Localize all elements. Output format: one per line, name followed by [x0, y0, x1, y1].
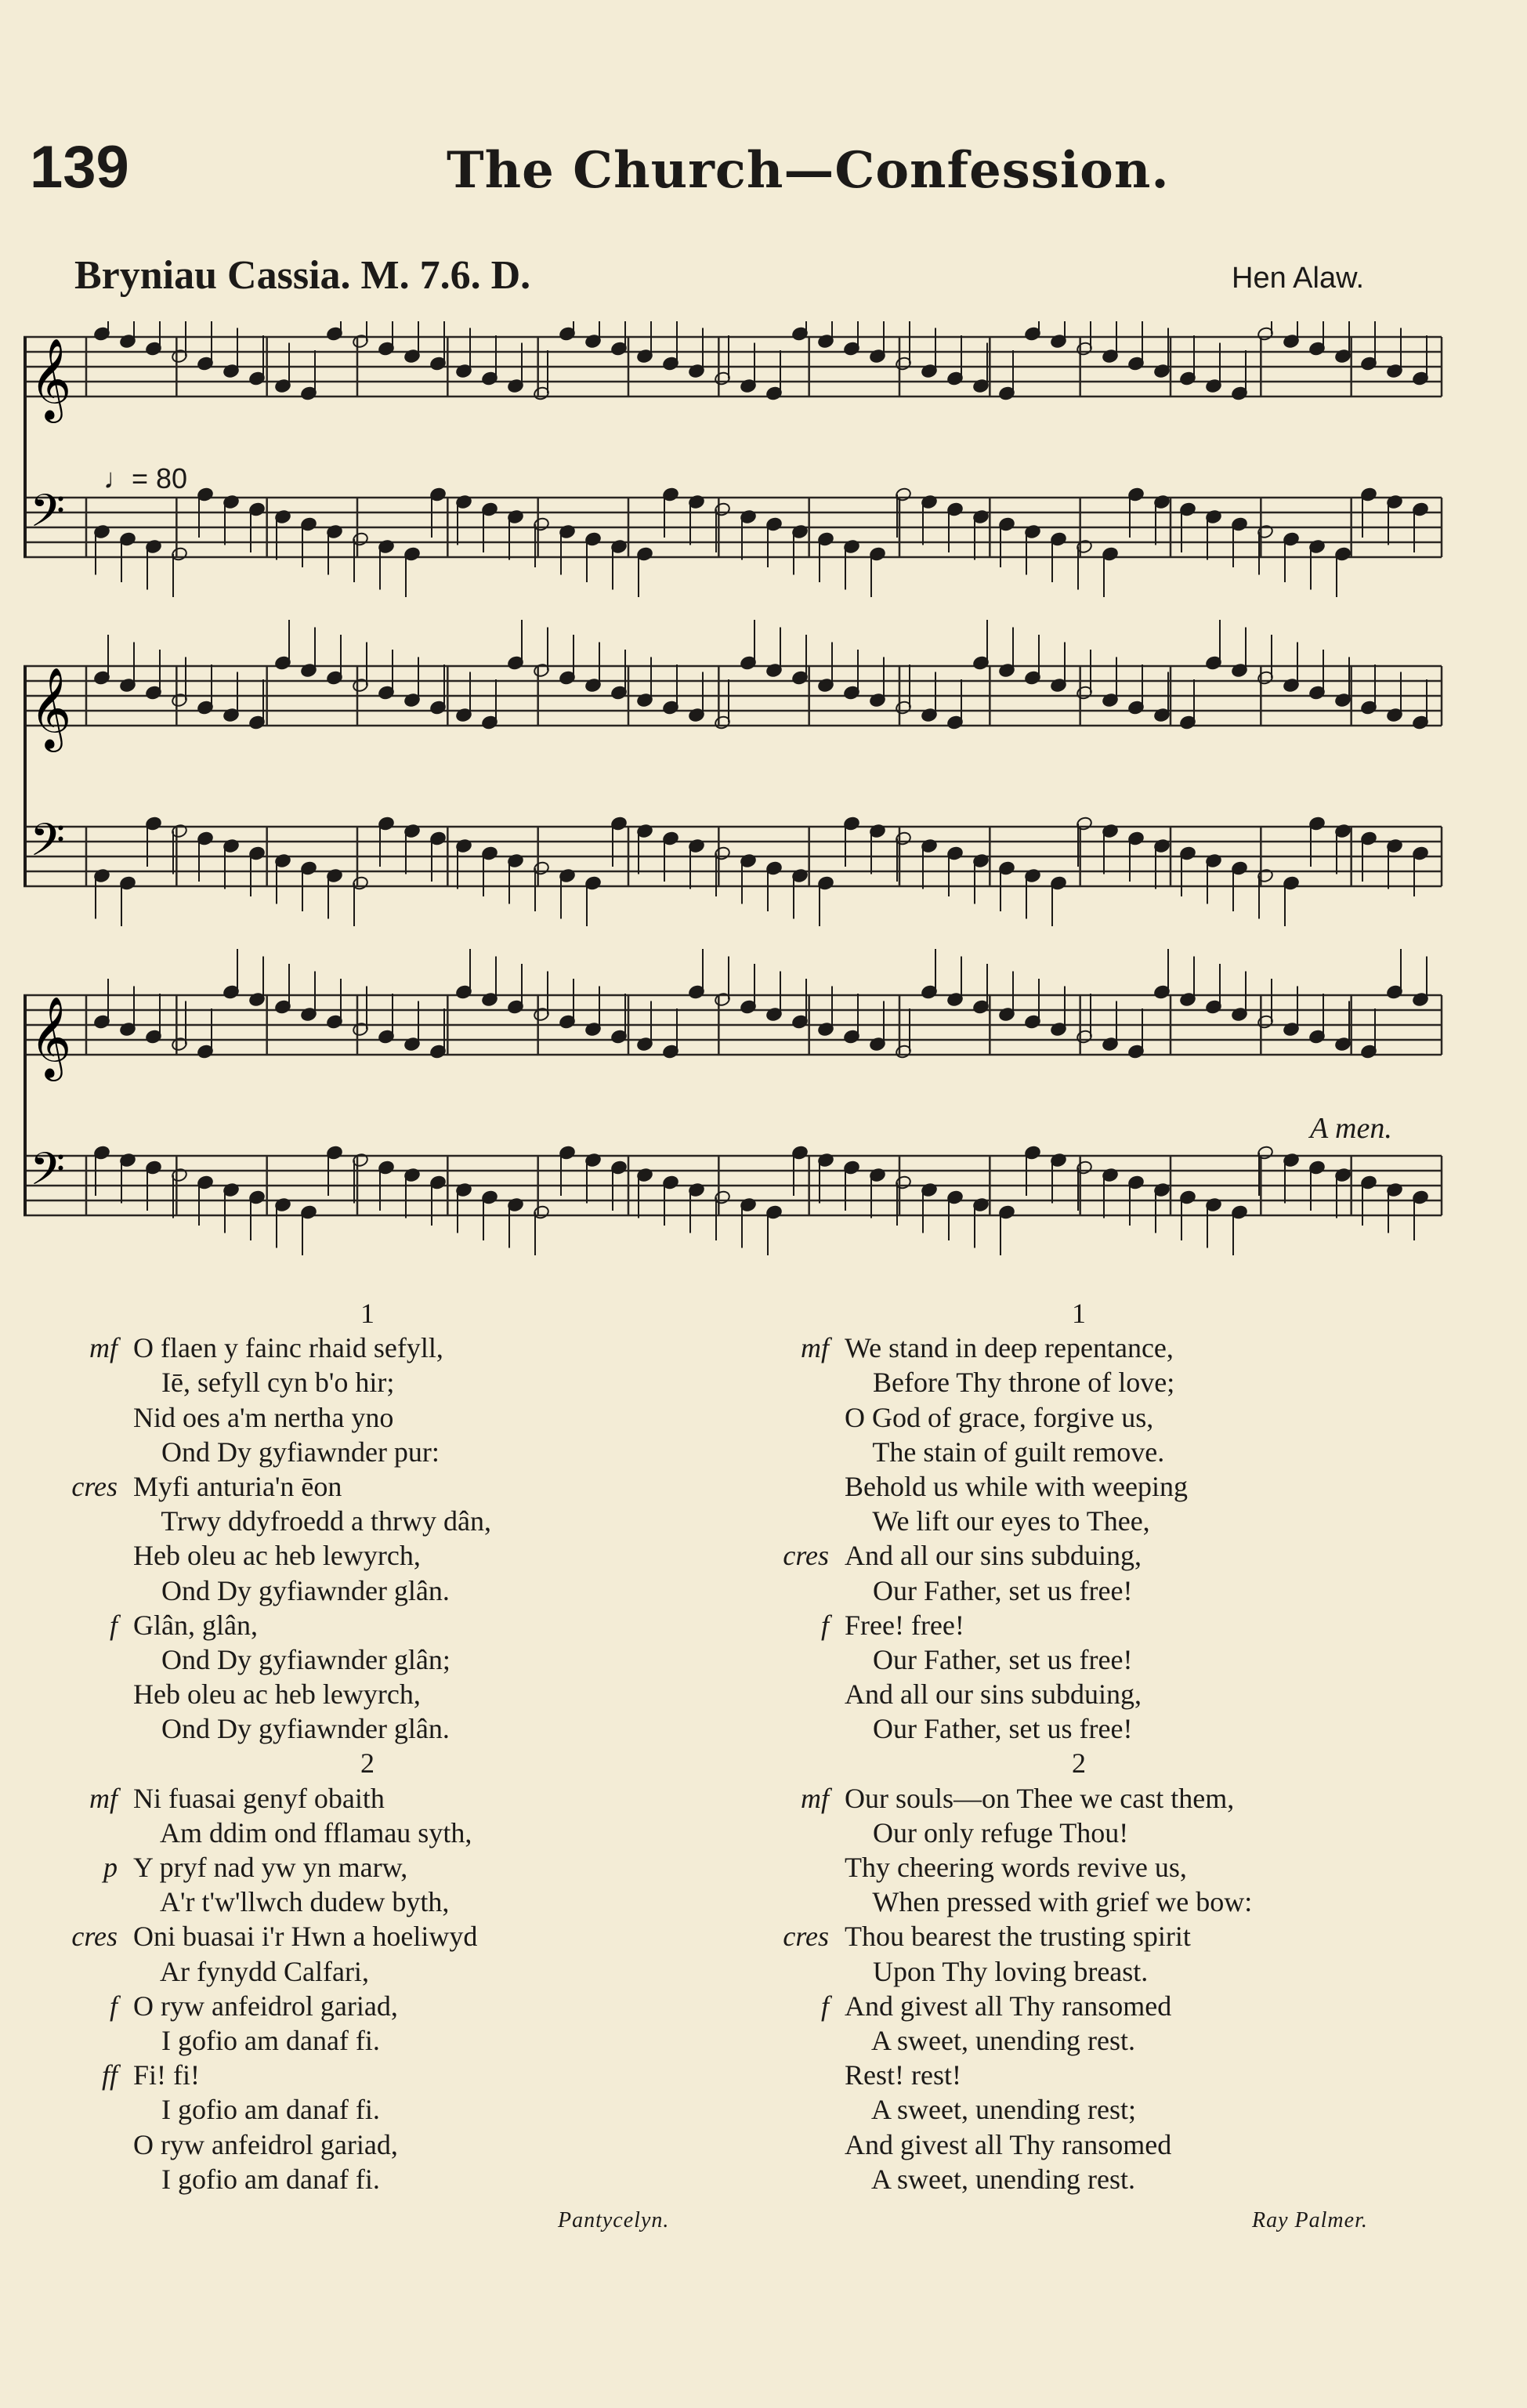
hymn-number: 139 [30, 134, 129, 201]
english-verse-line [845, 1816, 1424, 1850]
lyric-text: We lift our eyes to Thee, [845, 1505, 1150, 1537]
dynamic-marking: cres [71, 1921, 118, 1953]
bass-clef-icon: 𝄢 [30, 1142, 66, 1207]
welsh-author-credit: Pantycelyn. [558, 2208, 670, 2232]
welsh-verse-line [133, 2023, 682, 2058]
staff-system [24, 949, 1442, 1255]
english-verse-line [801, 1781, 1424, 1816]
english-verse-line [845, 1954, 1424, 1989]
welsh-verse-line [133, 1400, 682, 1435]
english-verses [783, 1296, 1424, 2196]
english-author-credit: Ray Palmer. [1252, 2208, 1368, 2232]
lyric-text: A sweet, unending rest; [845, 2094, 1136, 2126]
lyric-text: Nid oes a'm nertha yno [133, 1401, 394, 1433]
tune-source: Hen Alaw. [1232, 262, 1364, 295]
welsh-verse-line [103, 1850, 682, 1885]
lyric-text: Trwy ddyfroedd a thrwy dân, [133, 1505, 491, 1537]
english-verse-line [845, 1677, 1424, 1711]
lyric-text: Our Father, set us free! [845, 1643, 1133, 1675]
welsh-verse-line [133, 1573, 682, 1608]
english-verse-line [783, 1538, 1424, 1573]
tempo-marking: ♩= 80 [103, 462, 188, 494]
music-score [24, 321, 1449, 1301]
lyric-text: Thou bearest the trusting spirit [845, 1921, 1191, 1953]
lyric-text: Ond Dy gyfiawnder glân. [133, 1713, 450, 1745]
lyric-text: Upon Thy loving breast. [845, 1955, 1149, 1987]
lyric-text: Free! free! [845, 1609, 964, 1641]
dynamic-marking: cres [783, 1540, 829, 1572]
english-verse-line [845, 1850, 1424, 1885]
lyric-text: Behold us while with weeping [845, 1470, 1188, 1502]
english-verse-line [845, 2162, 1424, 2196]
treble-clef-icon: 𝄞 [30, 338, 72, 420]
dynamic-marking: p [103, 1852, 118, 1883]
lyric-text: I gofio am danaf fi. [133, 2024, 380, 2056]
lyric-text: O ryw anfeidrol gariad, [133, 1990, 398, 2022]
english-verse-line [845, 1435, 1424, 1469]
lyric-text: O ryw anfeidrol gariad, [133, 2128, 398, 2160]
welsh-verse-line [133, 1365, 682, 1400]
english-verse-line [783, 1919, 1424, 1954]
dynamic-marking: cres [71, 1470, 118, 1502]
lyric-text: Ond Dy gyfiawnder glân. [133, 1574, 450, 1606]
lyric-text: I gofio am danaf fi. [133, 2094, 380, 2126]
lyric-text: And givest all Thy ransomed [845, 1990, 1172, 2022]
welsh-verse-line [133, 1816, 682, 1850]
english-verse-line [845, 2092, 1424, 2127]
english-verse-line [801, 1331, 1424, 1365]
lyric-text: A sweet, unending rest. [845, 2024, 1135, 2056]
lyric-text: The stain of guilt remove. [845, 1436, 1165, 1468]
welsh-verse-line [133, 2162, 682, 2196]
welsh-verse-line [133, 2127, 682, 2162]
dynamic-marking: mf [801, 1332, 829, 1364]
dynamic-marking: f [820, 1609, 829, 1641]
lyric-text: When pressed with grief we bow: [845, 1886, 1253, 1918]
lyric-text: And all our sins subduing, [845, 1540, 1142, 1572]
welsh-verse-line [89, 1781, 682, 1816]
english-verse-line [845, 1365, 1424, 1400]
lyric-text: Our souls—on Thee we cast them, [845, 1782, 1235, 1814]
lyric-text: A'r t'w'llwch dudew byth, [133, 1886, 450, 1918]
english-verse-line [845, 1400, 1424, 1435]
welsh-verse-number: 2 [360, 1747, 375, 1780]
dynamic-marking: ff [101, 2059, 118, 2091]
lyric-text: Our Father, set us free! [845, 1713, 1133, 1745]
bass-clef-icon: 𝄢 [30, 484, 66, 549]
welsh-verse-line [133, 1677, 682, 1711]
welsh-verse-line [101, 2058, 682, 2092]
lyric-text: A sweet, unending rest. [845, 2163, 1135, 2195]
treble-clef-icon: 𝄞 [30, 667, 72, 749]
english-verse-line [845, 1573, 1424, 1608]
amen-label: A men. [1310, 1112, 1392, 1145]
lyric-text: I gofio am danaf fi. [133, 2163, 380, 2195]
welsh-verse-line [133, 1954, 682, 1989]
welsh-verses [71, 1296, 682, 2196]
lyric-text: Our Father, set us free! [845, 1574, 1133, 1606]
lyric-text: Am ddim ond fflamau syth, [133, 1816, 472, 1849]
welsh-verse-line [133, 1885, 682, 1919]
dynamic-marking: mf [89, 1782, 118, 1814]
lyric-text: Ond Dy gyfiawnder pur: [133, 1436, 440, 1468]
lyric-text: Ond Dy gyfiawnder glân; [133, 1643, 451, 1675]
english-verse-line [845, 1469, 1424, 1504]
welsh-verse-line [109, 1608, 682, 1642]
english-verse-number: 1 [1072, 1298, 1086, 1329]
lyric-text: Before Thy throne of love; [845, 1367, 1175, 1399]
section-title: The Church—Confession. [447, 141, 1170, 200]
dynamic-marking: f [109, 1609, 118, 1641]
welsh-verse-line [133, 2092, 682, 2127]
dynamic-marking: mf [89, 1332, 118, 1364]
welsh-verse-line [133, 1504, 682, 1538]
welsh-verse-line [71, 1919, 682, 1954]
welsh-verse-line [89, 1331, 682, 1365]
lyric-text: Heb oleu ac heb lewyrch, [133, 1678, 421, 1711]
welsh-verse-line [133, 1711, 682, 1746]
dynamic-marking: f [109, 1990, 118, 2022]
tune-title: Bryniau Cassia. M. 7.6. D. [74, 253, 531, 298]
welsh-verse-line [133, 1538, 682, 1573]
lyric-text: Fi! fi! [133, 2059, 200, 2091]
lyric-text: Ni fuasai genyf obaith [133, 1782, 385, 1814]
welsh-verse-line [109, 1989, 682, 2023]
lyric-text: Rest! rest! [845, 2059, 961, 2091]
lyric-text: O flaen y fainc rhaid sefyll, [133, 1332, 443, 1364]
lyric-text: And givest all Thy ransomed [845, 2128, 1172, 2160]
english-verse-line [845, 2023, 1424, 2058]
english-verse-line [845, 2127, 1424, 2162]
english-verse-line [845, 1711, 1424, 1746]
lyric-text: And all our sins subduing, [845, 1678, 1142, 1711]
staff-system [24, 620, 1442, 926]
lyric-text: We stand in deep repentance, [845, 1332, 1174, 1364]
lyric-text: Thy cheering words revive us, [845, 1852, 1187, 1883]
treble-clef-icon: 𝄞 [30, 996, 72, 1078]
dynamic-marking: mf [801, 1782, 829, 1814]
lyric-text: Myfi anturia'n ēon [133, 1470, 342, 1502]
welsh-verse-line [71, 1469, 682, 1504]
english-verse-line [845, 1885, 1424, 1919]
dynamic-marking: f [820, 1990, 829, 2022]
lyric-text: Oni buasai i'r Hwn a hoeliwyd [133, 1921, 478, 1953]
dynamic-marking: cres [783, 1921, 829, 1953]
lyric-text: Ar fynydd Calfari, [133, 1955, 369, 1987]
english-verse-line [845, 1504, 1424, 1538]
lyric-text: Iē, sefyll cyn b'o hir; [133, 1367, 395, 1399]
lyric-text: O God of grace, forgive us, [845, 1401, 1154, 1433]
lyric-text: Y pryf nad yw yn marw, [133, 1852, 408, 1883]
english-verse-line [820, 1989, 1424, 2023]
english-verse-number: 2 [1072, 1747, 1086, 1780]
welsh-verse-number: 1 [360, 1298, 375, 1329]
lyric-text: Heb oleu ac heb lewyrch, [133, 1540, 421, 1572]
bass-clef-icon: 𝄢 [30, 813, 66, 878]
welsh-verse-line [133, 1435, 682, 1469]
lyric-text: Our only refuge Thou! [845, 1816, 1129, 1849]
staff-system [24, 321, 1442, 597]
welsh-verse-line [133, 1642, 682, 1677]
english-verse-line [845, 2058, 1424, 2092]
english-verse-line [845, 1642, 1424, 1677]
lyric-text: Glân, glân, [133, 1609, 258, 1641]
english-verse-line [820, 1608, 1424, 1642]
